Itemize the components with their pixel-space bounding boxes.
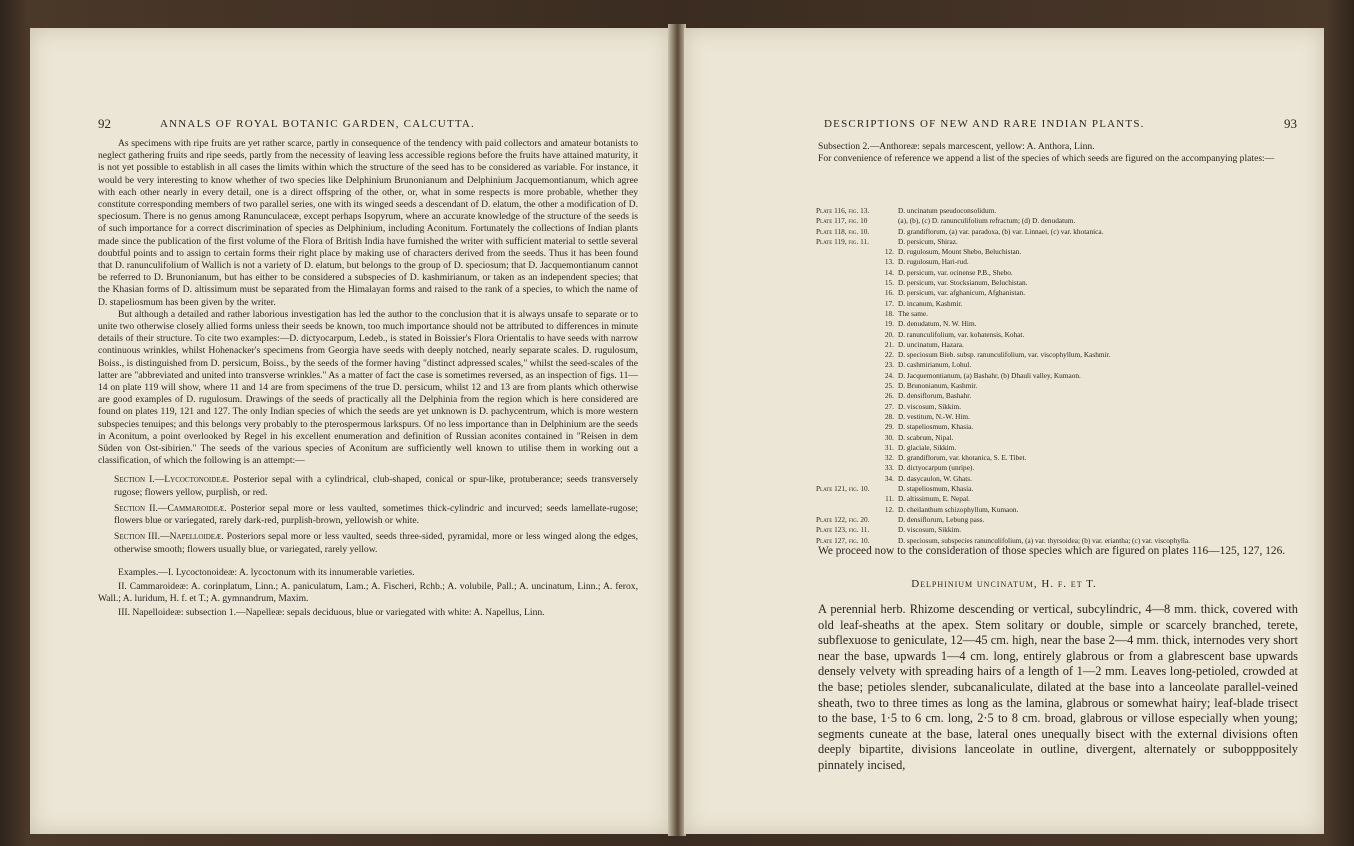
plate-list-item <box>816 340 1296 350</box>
plate-entry: D. speciosum Bieb. subsp. ranunculifolium, var. viscophyllum, Kashmir. <box>898 350 1111 360</box>
figure-number: 34. <box>884 473 894 483</box>
section-entry: Section I.—Lycoctonoideæ. Posterior sepal with a cylindrical, club-shaped, conical or spur-like, protuberance; seeds transversely rugose; flowers yellow, purplish, or red. <box>114 474 638 498</box>
plate-entry: D. denudatum, N. W. Him. <box>898 319 977 329</box>
plate-entry: D. Brunonianum, Kashmir. <box>898 381 978 391</box>
plate-ref <box>816 278 876 288</box>
figure-number: 21. <box>884 339 894 349</box>
figure-number: 33. <box>884 463 894 473</box>
figure-number: 27. <box>884 401 894 411</box>
plate-entry: D. cheilanthum schizophyllum, Kumaon. <box>898 504 1019 514</box>
figure-number: 31. <box>884 442 894 452</box>
figure-number <box>876 227 898 237</box>
plate-ref <box>816 257 876 267</box>
species-description: A perennial herb. Rhizome descending or vertical, subcylindric, 4—8 mm. thick, covered with old leaf-sheaths at the apex. Stem solitary or double, simple or scarcely branched, terete, subflexuose to geniculate, 12—45 cm. high, near the base 2—4 mm. thick, internodes very short near the base, upwards 1—4 cm. long, entirely glabrous or from a glabrescent base upwards densely velvety with spreading hairs of a length of 1—2 mm. Leaves long-petioled, crowded at the base; petioles slender, subcanaliculate, dilated at the base into a lanceolate parallel-veined sheath, two to three times as long as the lamina, glabrous or somewhat hairy; leaf-blade trisect to the base, 1·5 to 6 cm. long, 2·5 to 8 cm. broad, glabrous or villose especially when young; segments cuneate at the base, lateral ones unequally bisect with the external divisions often deeply bipartite, divisions lanceolate in outline, divergent, alternately or subopppositely pinnately incised, <box>818 602 1298 772</box>
figure-number: 28. <box>884 411 894 421</box>
plate-list-item <box>816 402 1296 412</box>
plate-ref: Plate 121, fig. 10. <box>816 484 870 494</box>
plate-list-item <box>816 474 1296 484</box>
examples <box>98 567 638 620</box>
figure-number: 18. <box>884 308 894 318</box>
plate-list-item <box>816 227 1296 237</box>
plate-entry: D. uncinatum, Hazara. <box>898 339 964 349</box>
plate-ref <box>816 402 876 412</box>
plate-entry: D. altissimum, E. Nepal. <box>898 494 970 504</box>
plate-list-item <box>816 381 1296 391</box>
plate-ref <box>816 319 876 329</box>
plate-entry: D. dictyocarpum (unripe). <box>898 463 975 473</box>
right-page <box>684 28 1324 834</box>
plate-entry: D. scabrum, Nipal. <box>898 432 954 442</box>
plate-entry: D. Jacquemontianum, (a) Bashahr, (b) Dhauli valley, Kumaon. <box>898 370 1081 380</box>
example-line: III. Napelloideæ: subsection 1.—Napelleæ: sepals deciduous, blue or variegated with white: A. Napellus, Linn. <box>118 607 545 619</box>
plate-list-item <box>816 257 1296 267</box>
figure-number <box>876 484 898 494</box>
plate-entry: (a), (b), (c) D. ranunculifolium refractum; (d) D. denudatum. <box>898 216 1076 226</box>
plate-ref <box>816 360 876 370</box>
plate-ref <box>816 268 876 278</box>
plate-list-item <box>816 433 1296 443</box>
figure-number: 17. <box>884 298 894 308</box>
plate-ref <box>816 309 876 319</box>
plate-ref: Plate 117, fig. 10 <box>816 216 868 226</box>
plate-entry: D. persicum, var. afghanicum, Afghanistan. <box>898 288 1026 298</box>
plate-list-item <box>816 288 1296 298</box>
plate-entry: D. speciosum, subspecies ranunculifolium, (a) var. thyrsoidea; (b) var. eriantha; (c) var. viscophylla. <box>898 535 1190 545</box>
plate-entry: D. viscosum, Sikkim. <box>898 525 962 535</box>
plate-list-item <box>816 206 1296 216</box>
plate-list-item <box>816 309 1296 319</box>
plate-ref <box>816 422 876 432</box>
plate-ref <box>816 494 876 504</box>
plate-ref <box>816 463 876 473</box>
example-line: II. Cammaroideæ: A. corinplatum, Linn.; A. paniculatum, Lam.; A. Fischeri, Rchb.; A. volubile, Pall.; A. uncinatum, Linn.; A. ferox, Wall.; A. luridum, H. f. et T.; A. gymnandrum, Maxim. <box>98 580 638 605</box>
species-heading: Delphinium uncinatum, H. f. et T. <box>911 578 1097 590</box>
figure-number: 29. <box>884 422 894 432</box>
figure-number <box>876 216 898 226</box>
plate-list-item <box>816 268 1296 278</box>
body-text <box>98 138 638 622</box>
plate-entry: D. uncinatum pseudoconsolidum. <box>898 206 997 215</box>
plate-list-item <box>816 391 1296 401</box>
plate-list-item <box>816 484 1296 494</box>
plate-list-item <box>816 443 1296 453</box>
plate-ref: Plate 127, fig. 10. <box>816 535 870 545</box>
paragraph: Subsection 2.—Anthoreæ: sepals marcescent, yellow: A. Anthora, Linn. <box>818 141 1095 152</box>
plate-entry: D. persicum, var. ocinense P.B., Shebo. <box>898 267 1013 277</box>
figure-number: 26. <box>884 391 894 401</box>
plate-entry: D. rugulosum, Hari-rud. <box>898 257 969 267</box>
plate-list-item <box>816 422 1296 432</box>
section-entry: Section II.—Cammaroideæ. Posterior sepal more or less vaulted, sometimes thick-cylindric and incurved; seeds lamellate-rugose; flowers blue or variegated, rarely dark-red, purplish-brown, yellowish or white. <box>114 502 638 527</box>
plate-list-item <box>816 453 1296 463</box>
plate-ref <box>816 391 876 401</box>
figure-number: 32. <box>884 453 894 463</box>
plate-ref <box>816 474 876 484</box>
plate-entry: D. vestitum, N.-W. Him. <box>898 411 970 421</box>
plate-entry: D. viscosum, Sikkim. <box>898 401 962 411</box>
figure-number: 12. <box>884 504 894 514</box>
plate-list-item <box>816 505 1296 515</box>
figure-number: 16. <box>884 288 894 298</box>
plate-list-item <box>816 299 1296 309</box>
example-line: Examples.—I. Lycoctonoideæ: A. lycoctonum with its innumerable varieties. <box>118 566 415 578</box>
figure-number: 24. <box>884 370 894 380</box>
plate-ref <box>816 340 876 350</box>
plate-entry: D. cashmirianum, Lohul. <box>898 360 972 370</box>
page-number: 93 <box>1284 116 1297 131</box>
plate-ref <box>816 288 876 298</box>
page-number: 92 <box>98 116 111 131</box>
plate-ref: Plate 122, fig. 20. <box>816 514 870 524</box>
plate-ref <box>816 247 876 257</box>
plate-entry: D. stapeliosmum, Khasia. <box>898 484 974 494</box>
plate-list-item <box>816 412 1296 422</box>
figure-number: 25. <box>884 381 894 391</box>
plate-list-item <box>816 216 1296 226</box>
running-head: DESCRIPTIONS OF NEW AND RARE INDIAN PLANTS. <box>824 118 1145 130</box>
plate-list <box>816 206 1296 546</box>
paragraph: As specimens with ripe fruits are yet rather scarce, partly in consequence of the tendency with paid collectors and amateur botanists to neglect gathering fruits and ripe seeds, partly from the necessity of leaving less accessible regions before the fruits have attained maturity, it is not yet possible to establish in all cases the limits within which the structure of the seed has to be considered as variable. For instance, it would be very interesting to know whether of two species like Delphinium Brunonianum and Delphinium Jacquemontianum, which agree with each other nearly in every detail, one is a direct offspring of the other, or, what in some respects is more probable, whether they constitute corresponding members of two parallel series, one with its winged seeds a descendant of D. elatum, the other a modification of D. speciosum. There is no genus among Ranunculaceæ, except perhaps Isopyrum, where an accurate knowledge of the structure of the seeds is of such importance for a correct discrimination of species as Delphinium, including Aconitum. Fortunately the collections of Indian plants made since the publication of the first volume of the Flora of British India have furnished the writer with sufficient material to settle several doubtful points and to assign to certain forms their right place by making use of characters derived from the seeds. Thus it has been found that D. ranunculifolium of Wallich is not a variety of D. elatum, but belongs to the group of D. speciosum; that D. Jacquemontianum cannot be referred to D. Brunonianum, but has either to be considered a subspecies of D. kashmirianum, or taken as an independent species; that the Khasian forms of D. altissimum must be separated from the Himalayan forms and raised to the rank of a species, to which the name of D. stapeliosmum has been given by the writer. <box>98 138 638 308</box>
plate-ref <box>816 505 876 515</box>
figure-number: 11. <box>885 494 894 504</box>
figure-number <box>876 206 898 216</box>
figure-number: 19. <box>884 319 894 329</box>
plate-ref <box>816 433 876 443</box>
plate-list-item <box>816 515 1296 525</box>
plate-entry: D. ranunculifolium, var. kohatensis, Kohat. <box>898 329 1025 339</box>
figure-number: 20. <box>884 329 894 339</box>
plate-entry: D. densiflorum, Lebung pass. <box>898 514 985 524</box>
plate-ref <box>816 381 876 391</box>
plate-list-item <box>816 247 1296 257</box>
plate-ref <box>816 299 876 309</box>
plate-entry: D. persicum, var. Stocksianum, Beluchistan. <box>898 278 1028 288</box>
running-head: ANNALS OF ROYAL BOTANIC GARDEN, CALCUTTA. <box>160 118 476 130</box>
plate-list-item <box>816 494 1296 504</box>
plate-entry: D. rugulosum, Mount Shebo, Beluchistan. <box>898 247 1022 257</box>
figure-number <box>876 525 898 535</box>
plate-list-item <box>816 371 1296 381</box>
figure-number <box>876 237 898 247</box>
plate-entry: D. persicum, Shiraz. <box>898 236 958 246</box>
plate-entry: D. densiflorum, Bashahr. <box>898 391 972 401</box>
plate-list-item <box>816 319 1296 329</box>
left-page <box>30 28 670 834</box>
paragraph: But although a detailed and rather laborious investigation has led the author to the conclusion that it is always unsafe to separate or to unite two otherwise closely allied forms unless their seeds be known, too much importance should not be attributed to differences in minute details of their structure. To cite two examples:—D. dictyocarpum, Ledeb., is stated in Boissier's Flora Orientalis to have seeds with narrow continuous wrinkles, whilst Hohenacker's specimens from Georgia have seeds with deeply notched, nearly separate scales. D. rugulosum, Boiss., is distinguished from D. persicum, Boiss., by the seeds of the former having "distinct adpressed scales," whilst the seed-scales of the latter are "abbreviated and united into transverse wrinkles." As a matter of fact the case is sometimes reversed, as an inspection of figs. 11—14 on plate 119 will show, where 11 and 14 are from specimens of the true D. persicum, whilst 12 and 13 are from plants which otherwise are good examples of D. rugulosum. Drawings of the seeds of practically all the Delphinia from the region which is here considered are found on plates 119, 121 and 127. The only Indian species of which the seeds are yet unknown is D. pachycentrum, which is more western subspecies tenuipes; and this belongs very probably to the pterospermous larkspurs. Of no less importance than in Delphinium are the seeds in Aconitum, a point overlooked by Regel in his excellent enumeration and definition of Russian aconites contained in "Reisen in dem Süden von Ost-sibirien." The seeds of the various species of Aconitum are sufficiently well known to utilise them in working out a classification, of which the following is an attempt:— <box>98 308 638 467</box>
plate-entry: D. grandiflorum, (a) var. paradoxa, (b) var. Linnaei, (c) var. khotanica. <box>898 226 1104 236</box>
figure-number: 15. <box>884 278 894 288</box>
plate-entry: The same. <box>898 308 928 318</box>
plate-entry: D. stapeliosmum, Khasia. <box>898 422 974 432</box>
plate-entry: D. incanum, Kashmir. <box>898 298 963 308</box>
plate-list-item <box>816 525 1296 535</box>
figure-number: 23. <box>884 360 894 370</box>
plate-entry: D. dasycaulon, W. Ghats. <box>898 473 972 483</box>
plate-entry: D. grandiflorum, var. khotanica, S. E. Tibet. <box>898 453 1027 463</box>
plate-ref <box>816 412 876 422</box>
figure-number: 12. <box>884 247 894 257</box>
plate-list-item <box>816 463 1296 473</box>
plate-ref <box>816 453 876 463</box>
intro-text <box>818 141 1298 165</box>
plate-entry: D. glaciale, Sikkim. <box>898 442 957 452</box>
section-entry: Section III.—Napelloideæ. Posteriors sepal more or less vaulted, seeds three-sided, pyramidal, more or less winged along the edges, otherwise smooth; flowers usually blue, or variegated, rarely yellow. <box>114 531 638 555</box>
plate-list-item <box>816 330 1296 340</box>
plate-ref: Plate 123, fig. 11. <box>816 525 870 535</box>
paragraph: For convenience of reference we append a list of the species of which seeds are figured on the accompanying plates:— <box>818 153 1275 165</box>
figure-number <box>876 515 898 525</box>
figure-number: 14. <box>884 267 894 277</box>
plate-ref: Plate 116, fig. 13. <box>816 206 870 215</box>
figure-number: 13. <box>884 257 894 267</box>
figure-number: 30. <box>884 432 894 442</box>
plate-ref <box>816 371 876 381</box>
plate-list-item <box>816 237 1296 247</box>
plate-ref: Plate 118, fig. 10. <box>816 226 870 236</box>
paragraph: We proceed now to the consideration of those species which are figured on plates 116—125, 127, 126. <box>818 545 1286 557</box>
plate-ref <box>816 330 876 340</box>
plate-ref <box>816 443 876 453</box>
plate-list-item <box>816 350 1296 360</box>
plate-list-item <box>816 278 1296 288</box>
plate-ref <box>816 350 876 360</box>
figure-number: 22. <box>884 350 894 360</box>
plate-ref: Plate 119, fig. 11. <box>816 236 869 246</box>
plate-list-item <box>816 360 1296 370</box>
